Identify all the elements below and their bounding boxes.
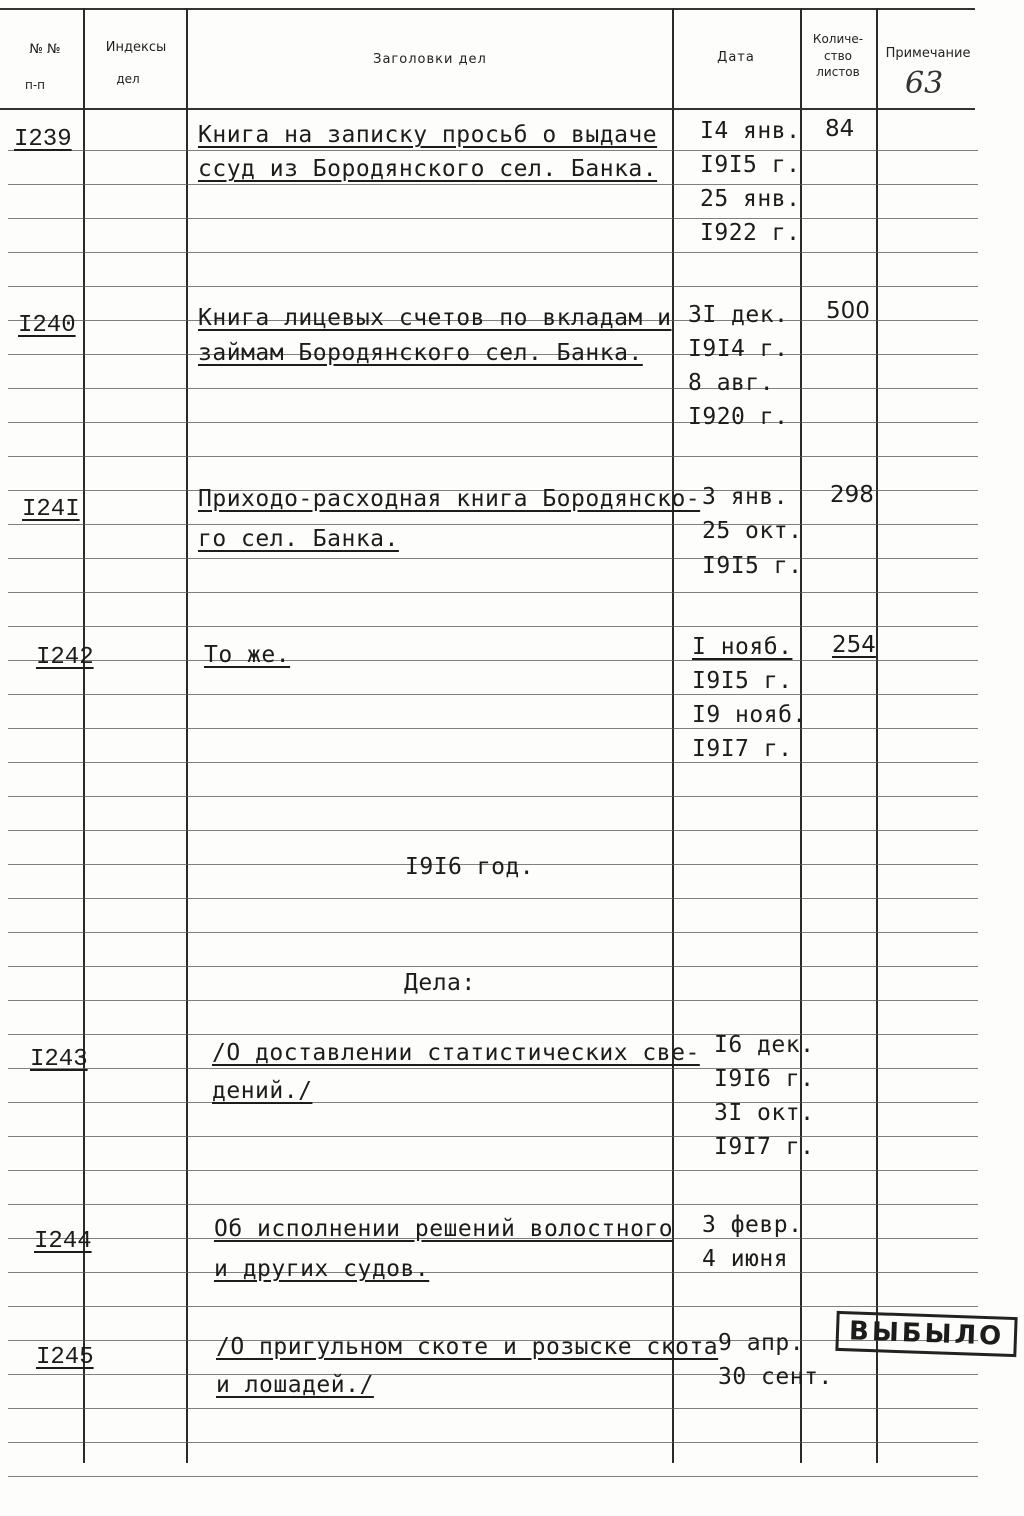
col-divider-title: [672, 8, 674, 1463]
row-count: 298: [830, 482, 874, 508]
header-num: № №: [29, 42, 61, 57]
ruled-line: [8, 1408, 978, 1409]
header-count-3: листов: [816, 65, 860, 79]
row-title-line: го сел. Банка.: [198, 526, 399, 552]
page-number: 63: [905, 66, 944, 101]
row-title-line: /О доставлении статистических све-: [212, 1040, 700, 1066]
ruled-line: [8, 592, 978, 593]
row-date: 4 июня: [702, 1246, 789, 1272]
withdrawn-stamp: ВЫБЫЛО: [835, 1311, 1018, 1357]
col-divider-count: [876, 8, 878, 1463]
ruled-line: [8, 184, 978, 185]
row-date: I922 г.: [700, 220, 801, 246]
row-date: 9 апр.: [718, 1330, 805, 1356]
row-count: 84: [825, 116, 855, 142]
row-number: I243: [30, 1046, 88, 1073]
ruled-line: [8, 1272, 978, 1273]
ruled-line: [8, 1102, 978, 1103]
header-index-sub: дел: [116, 72, 140, 86]
ruled-line: [8, 626, 978, 627]
ruled-line: [8, 932, 978, 933]
header-title: Заголовки дел: [373, 52, 487, 67]
header-date: Дата: [717, 50, 755, 65]
row-number: I239: [14, 126, 72, 153]
row-date: I нояб.: [692, 634, 793, 660]
ruled-line: [8, 252, 978, 253]
row-title-line: Книга лицевых счетов по вкладам и: [198, 305, 672, 331]
row-number: I24I: [22, 496, 80, 523]
header-note: Примечание: [885, 46, 971, 61]
row-number: I245: [36, 1344, 94, 1371]
ruled-line: [8, 1204, 978, 1205]
ruled-line: [8, 286, 978, 287]
ruled-line: [8, 524, 978, 525]
ruled-line: [8, 1034, 978, 1035]
row-date: I9I4 г.: [688, 336, 789, 362]
ruled-line: [8, 422, 978, 423]
row-date: I9I5 г.: [702, 553, 803, 579]
row-number: I242: [36, 644, 94, 671]
header-num-sub: п-п: [24, 78, 46, 92]
row-date: I9I5 г.: [700, 152, 801, 178]
header-index: Индексы: [105, 40, 167, 55]
row-title-line: /О пригульном скоте и розыске скота: [216, 1334, 719, 1360]
row-date: I4 янв.: [700, 118, 801, 144]
ruled-line: [8, 966, 978, 967]
row-date: 3I дек.: [688, 302, 789, 328]
row-date: 30 сент.: [718, 1364, 833, 1390]
section-cases-heading: Дела:: [404, 970, 476, 996]
header-count-2: ство: [823, 49, 852, 63]
ruled-line: [8, 898, 978, 899]
row-title-line: Приходо-расходная книга Бородянско-: [198, 486, 701, 512]
row-date: 3I окт.: [714, 1100, 815, 1126]
ruled-line: [8, 1306, 978, 1307]
ruled-line: [8, 150, 978, 151]
row-title-line: и лошадей./: [216, 1372, 374, 1398]
row-count: 254: [832, 632, 876, 658]
row-date: I6 дек.: [714, 1032, 815, 1058]
row-title-line: займам Бородянского сел. Банка.: [198, 340, 643, 366]
row-date: 3 янв.: [702, 484, 789, 510]
col-divider-index: [186, 8, 188, 1463]
section-year-heading: I9I6 год.: [405, 854, 535, 880]
ruled-line: [8, 1000, 978, 1001]
row-date: I9I7 г.: [692, 736, 793, 762]
row-title-line: Об исполнении решений волостного: [214, 1216, 674, 1242]
ruled-line: [8, 218, 978, 219]
ruled-line: [8, 660, 978, 661]
ruled-line: [8, 388, 978, 389]
ruled-line: [8, 762, 978, 763]
row-date: I920 г.: [688, 404, 789, 430]
row-title-line: дений./: [212, 1078, 313, 1104]
ruled-line: [8, 694, 978, 695]
row-count: 500: [826, 298, 870, 324]
row-number: I244: [34, 1228, 92, 1255]
row-date: I9I5 г.: [692, 668, 793, 694]
row-title-line: То же.: [204, 642, 291, 668]
row-date: 25 янв.: [700, 186, 801, 212]
row-date: I9I6 г.: [714, 1066, 815, 1092]
header-count-1: Количе-: [812, 32, 864, 46]
ruled-line: [8, 558, 978, 559]
ruled-line: [8, 1170, 978, 1171]
row-title-line: и других судов.: [214, 1256, 430, 1282]
ruled-line: [8, 830, 978, 831]
row-title-line: ссуд из Бородянского сел. Банка.: [198, 156, 658, 182]
row-title-line: Книга на записку просьб о выдаче: [198, 122, 658, 148]
ruled-line: [8, 728, 978, 729]
row-number: I240: [18, 312, 76, 339]
ruled-line: [8, 1442, 978, 1443]
ruled-line: [8, 796, 978, 797]
ruled-line: [8, 456, 978, 457]
row-date: I9I7 г.: [714, 1134, 815, 1160]
ruled-line: [8, 1136, 978, 1137]
ruled-line: [8, 1068, 978, 1069]
row-date: I9 нояб.: [692, 702, 807, 728]
row-date: 3 февр.: [702, 1212, 803, 1238]
ruled-line: [8, 1476, 978, 1477]
row-date: 25 окт.: [702, 518, 803, 544]
row-date: 8 авг.: [688, 370, 775, 396]
